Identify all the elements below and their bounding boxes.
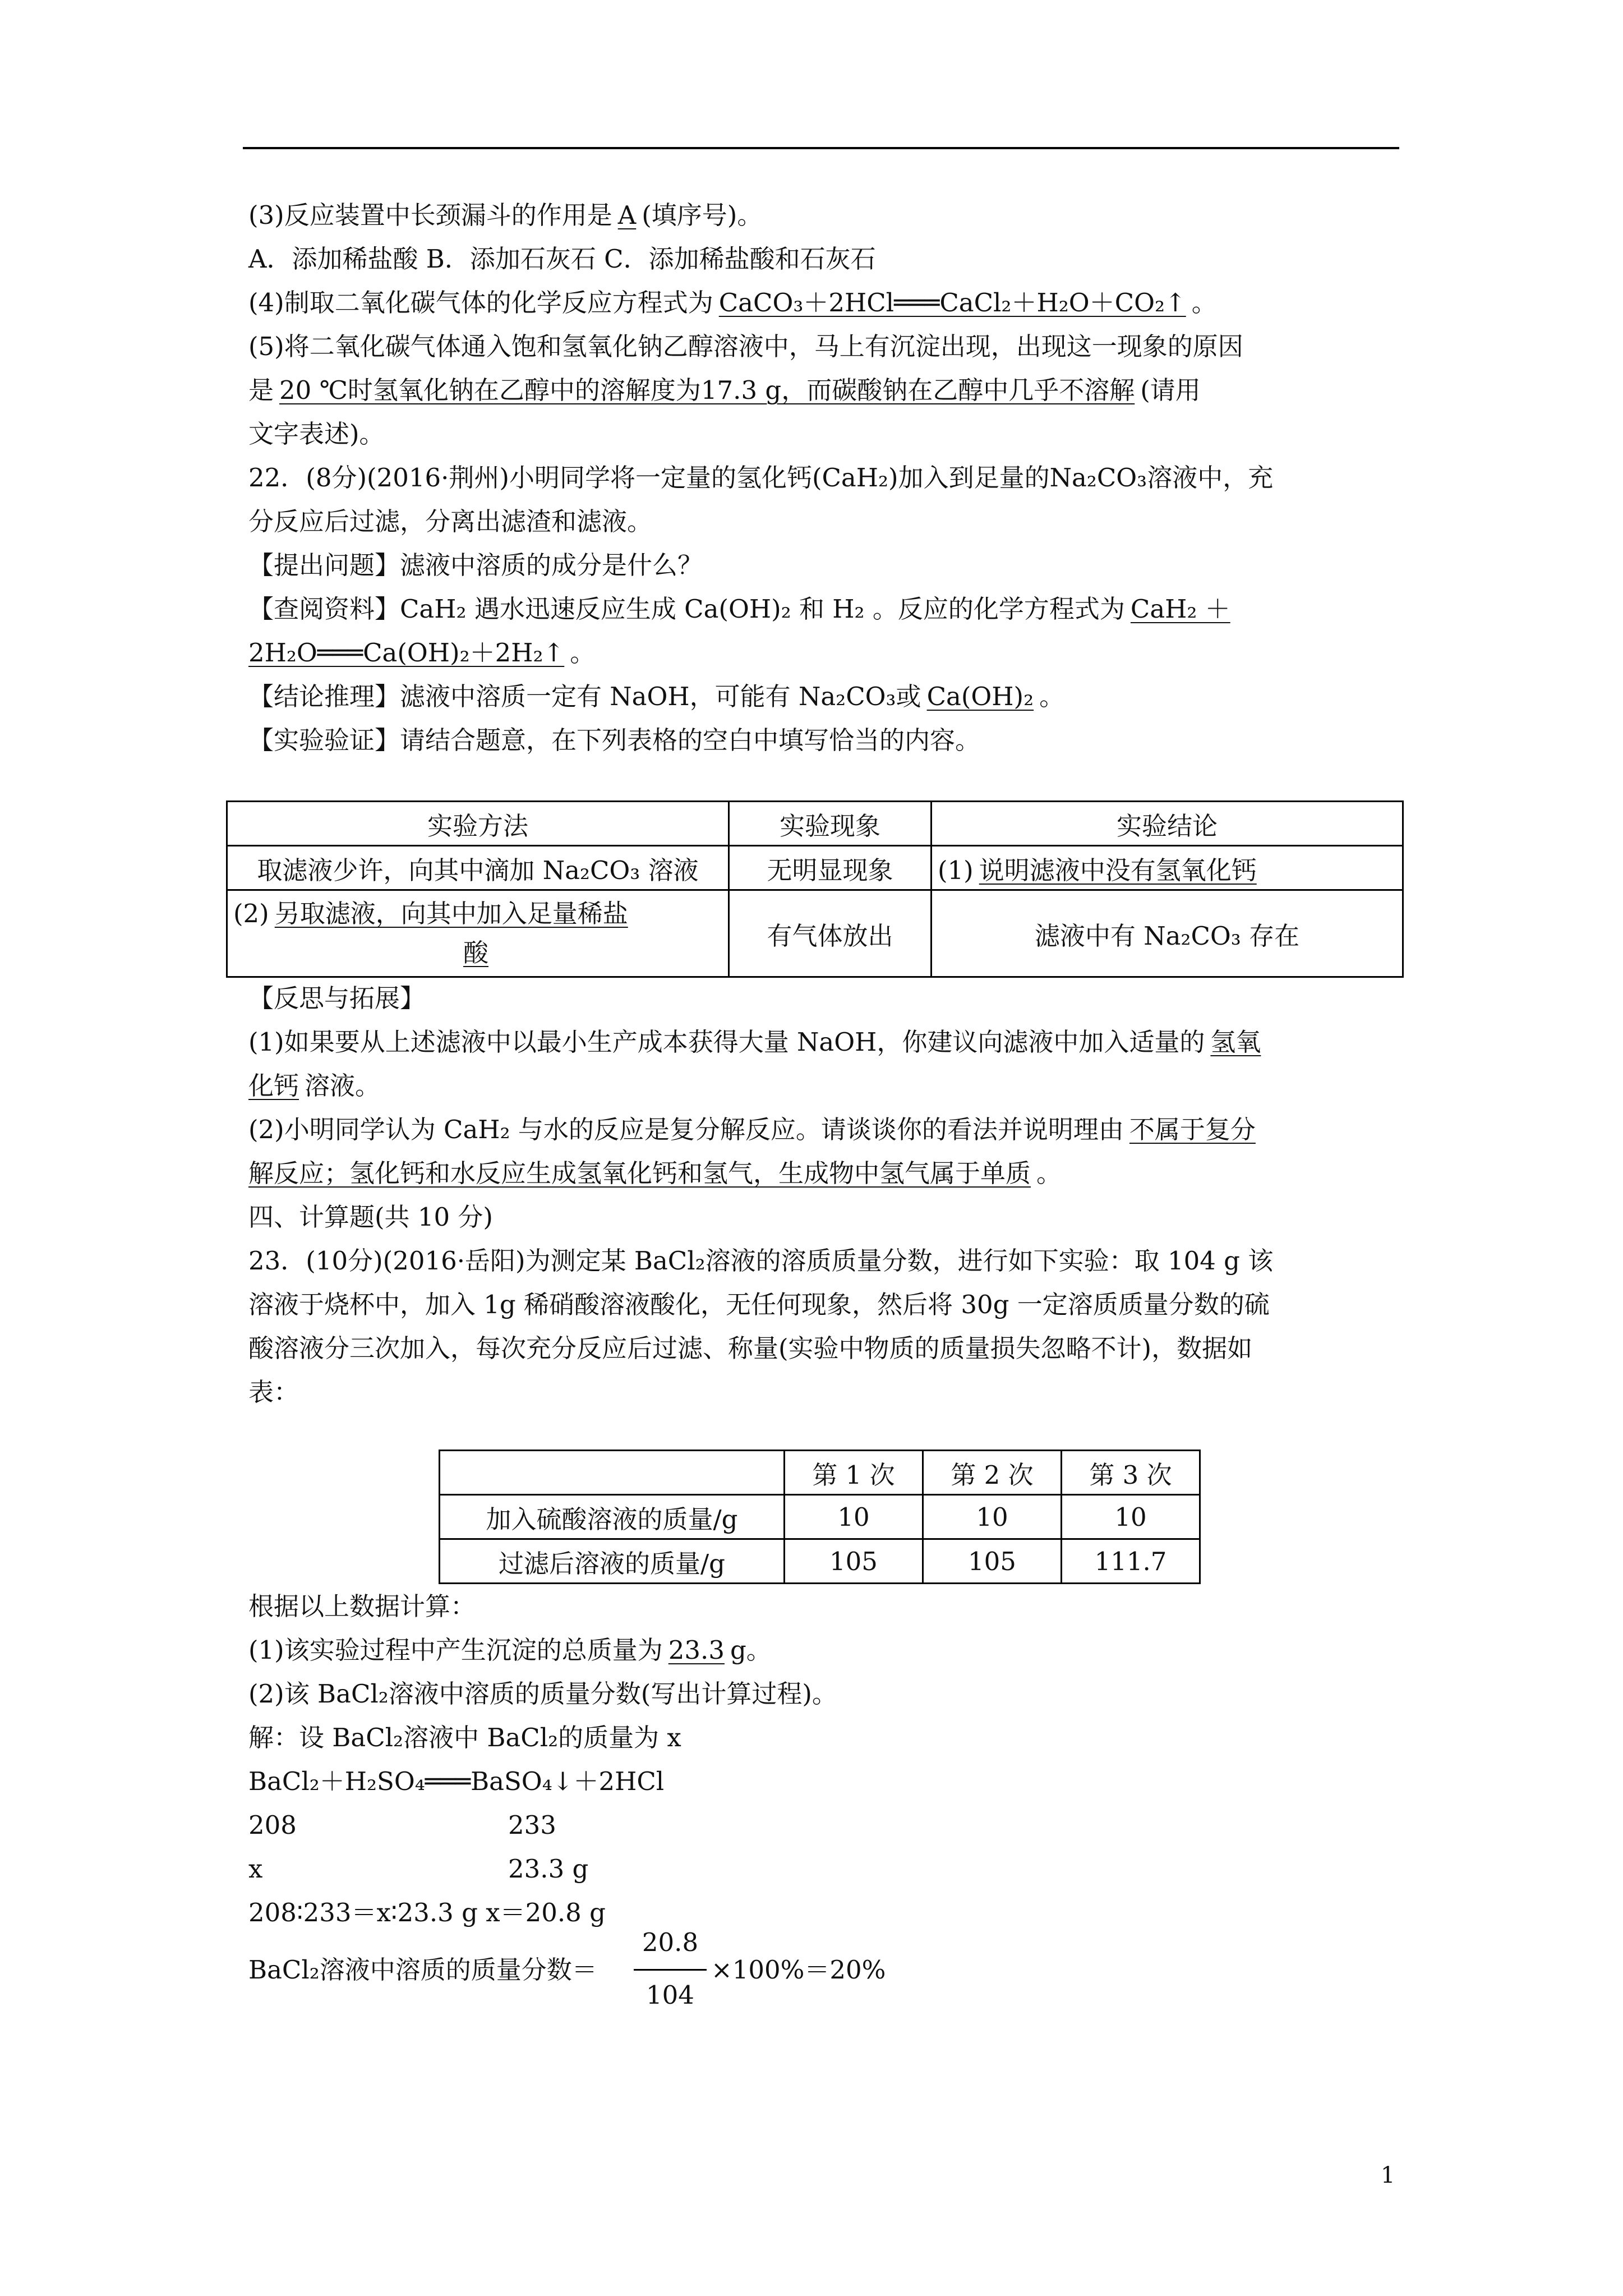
- table-header-cell: 实验结论: [932, 802, 1403, 846]
- table-row: [227, 890, 1403, 977]
- calc-intro: 根据以上数据计算：: [248, 1591, 476, 1621]
- q3-line: [248, 200, 762, 231]
- table-cell: [932, 846, 1403, 890]
- q22-conclusion: [248, 681, 1064, 712]
- table-cell: 取滤液少许，向其中滴加 Na₂CO₃ 溶液: [227, 846, 729, 890]
- cell-num: (1): [938, 855, 974, 885]
- q22-verify: 【实验验证】请结合题意，在下列表格的空白中填写恰当的内容。: [248, 725, 981, 755]
- q4-answer: CaCO₃＋2HCl═══CaCl₂＋H₂O＋CO₂↑: [718, 288, 1186, 318]
- calc-mass-208: 208: [248, 1810, 297, 1840]
- reflect-r1-suffix: 溶液。: [305, 1071, 381, 1101]
- table-header-cell: 实验现象: [729, 802, 932, 846]
- reflect-r2-line2: [248, 1158, 1062, 1189]
- q3-answer: A: [617, 200, 637, 230]
- q22-ref-answer2: 2H₂O═══Ca(OH)₂＋2H₂↑: [248, 638, 565, 668]
- reflect-r1-answer2: 化钙: [248, 1071, 299, 1101]
- table-cell: 无明显现象: [729, 846, 932, 890]
- q5-suffix: (请用: [1140, 375, 1201, 405]
- calc-c1: [248, 1635, 772, 1666]
- calc-c1-prefix: (1)该实验过程中产生沉淀的总质量为: [248, 1635, 663, 1665]
- table-header-cell: 第 3 次: [1062, 1451, 1200, 1495]
- reflect-r1-answer1: 氢氧: [1210, 1027, 1261, 1057]
- q4-line: [248, 287, 1217, 319]
- table-row: [227, 802, 1403, 846]
- reflect-r1-line1: [248, 1027, 1266, 1058]
- q22-question: 【提出问题】滤液中溶质的成分是什么？: [248, 550, 703, 580]
- calc-mass-233: 233: [508, 1810, 556, 1840]
- calc-final-prefix: BaCl₂溶液中溶质的质量分数＝: [248, 1955, 597, 1985]
- q3-suffix: (填序号)。: [642, 200, 763, 230]
- table-cell: 105: [785, 1539, 923, 1584]
- reflect-r1-line2: [248, 1070, 380, 1102]
- q5-answer: 20 ℃时氢氧化钠在乙醇中的溶解度为17.3 g，而碳酸钠在乙醇中几乎不溶解: [279, 375, 1135, 405]
- reflect-r1-prefix: (1)如果要从上述滤液中以最小生产成本获得大量 NaOH，你建议向滤液中加入适量的: [248, 1027, 1205, 1057]
- experiment-table: [226, 800, 1404, 978]
- table-cell: 10: [923, 1495, 1062, 1539]
- q5-line1: (5)将二氧化碳气体通入饱和氢氧化钠乙醇溶液中，马上有沉淀出现，出现这一现象的原因: [248, 332, 1243, 361]
- q22-conclusion-prefix: 【结论推理】滤液中溶质一定有 NaOH，可能有 Na₂CO₃或: [248, 682, 921, 711]
- calc-proportion: 208∶233＝x∶23.3 g x＝20.8 g: [248, 1898, 606, 1927]
- reflect-r2-answer1: 不属于复分: [1129, 1115, 1256, 1144]
- table-cell: 加入硫酸溶液的质量/g: [440, 1495, 785, 1539]
- table-cell: 10: [785, 1495, 923, 1539]
- reflect-title: 【反思与拓展】: [248, 983, 426, 1013]
- q23-line4: 表：: [248, 1377, 299, 1407]
- reflect-r2-line1: [248, 1114, 1261, 1145]
- calc-equation: BaCl₂＋H₂SO₄═══BaSO₄↓＋2HCl: [248, 1766, 665, 1796]
- reflect-r2-answer2: 解反应；氢化钙和水反应生成氢氧化钙和氢气，生成物中氢气属于单质: [248, 1158, 1031, 1188]
- section-title: 四、计算题(共 10 分): [248, 1202, 493, 1232]
- calc-final-result: ×100%＝20%: [711, 1955, 886, 1985]
- page-number: 1: [1381, 2162, 1395, 2188]
- fraction-numerator: 20.8: [642, 1927, 699, 1957]
- q23-line3: 酸溶液分三次加入，每次充分反应后过滤、称量(实验中物质的质量损失忽略不计)，数据如: [248, 1333, 1253, 1363]
- q22-ref-answer1: CaH₂ ＋: [1130, 594, 1230, 624]
- cell-answer: 说明滤液中没有氢氧化钙: [979, 855, 1257, 885]
- q22-ref-prefix: 【查阅资料】CaH₂ 遇水迅速反应生成 Ca(OH)₂ 和 H₂ 。反应的化学方程式为: [248, 594, 1125, 624]
- q22-line1: 22．(8分)(2016·荆州)小明同学将一定量的氢化钙(CaH₂)加入到足量的Na₂CO₃溶液中，充: [248, 463, 1274, 493]
- calc-c1-suffix: g。: [730, 1635, 772, 1665]
- q5-line3: 文字表述)。: [248, 419, 385, 449]
- table-cell: 滤液中有 Na₂CO₃ 存在: [932, 890, 1403, 977]
- q22-ref-line2: [248, 637, 595, 669]
- calc-c2: (2)该 BaCl₂溶液中溶质的质量分数(写出计算过程)。: [248, 1679, 837, 1709]
- q4-suffix: 。: [1191, 288, 1217, 318]
- calc-x: x: [248, 1854, 263, 1884]
- q5-line2: [248, 375, 1201, 406]
- table-row: [440, 1539, 1200, 1584]
- table-cell: [227, 890, 729, 977]
- q23-line1: 23．(10分)(2016·岳阳)为测定某 BaCl₂溶液的溶质质量分数，进行如下实验：取 104 g 该: [248, 1246, 1274, 1276]
- table-cell: 111.7: [1062, 1539, 1200, 1584]
- cell-answer: 酸: [463, 938, 489, 968]
- q3-options: A．添加稀盐酸 B．添加石灰石 C．添加稀盐酸和石灰石: [248, 244, 876, 274]
- q5-prefix: 是: [248, 375, 274, 405]
- q3-text: (3)反应装置中长颈漏斗的作用是: [248, 200, 612, 230]
- table-cell: 10: [1062, 1495, 1200, 1539]
- reflect-r2-suffix: 。: [1036, 1158, 1062, 1188]
- q22-ref-suffix: 。: [570, 638, 596, 668]
- cell-answer: 另取滤液，向其中加入足量稀盐: [274, 899, 628, 928]
- calc-23-3g: 23.3 g: [508, 1854, 589, 1884]
- calc-solution: 解：设 BaCl₂溶液中 BaCl₂的质量为 x: [248, 1723, 681, 1752]
- q22-conclusion-suffix: 。: [1039, 682, 1065, 711]
- table-row: [440, 1451, 1200, 1495]
- q22-ref-line1: [248, 593, 1236, 625]
- q22-line2: 分反应后过滤，分离出滤渣和滤液。: [248, 507, 653, 536]
- fraction-denominator: 104: [646, 1980, 694, 2010]
- table-header-cell: 实验方法: [227, 802, 729, 846]
- table-header-cell: [440, 1451, 785, 1495]
- data-table: [439, 1450, 1201, 1584]
- calc-c1-answer: 23.3: [668, 1635, 725, 1665]
- fraction-bar: [634, 1969, 707, 1971]
- cell-num: (2): [233, 899, 269, 928]
- table-cell: 有气体放出: [729, 890, 932, 977]
- table-row: [440, 1495, 1200, 1539]
- q22-conclusion-answer: Ca(OH)₂: [926, 682, 1034, 711]
- header-rule: [243, 147, 1399, 149]
- table-header-cell: 第 1 次: [785, 1451, 923, 1495]
- reflect-r2-prefix: (2)小明同学认为 CaH₂ 与水的反应是复分解反应。请谈谈你的看法并说明理由: [248, 1115, 1124, 1144]
- table-cell: 过滤后溶液的质量/g: [440, 1539, 785, 1584]
- table-header-cell: 第 2 次: [923, 1451, 1062, 1495]
- q23-line2: 溶液于烧杯中，加入 1g 稀硝酸溶液酸化，无任何现象，然后将 30g 一定溶质质量分数的硫: [248, 1290, 1270, 1319]
- table-row: [227, 846, 1403, 890]
- table-cell: 105: [923, 1539, 1062, 1584]
- q4-text: (4)制取二氧化碳气体的化学反应方程式为: [248, 288, 713, 318]
